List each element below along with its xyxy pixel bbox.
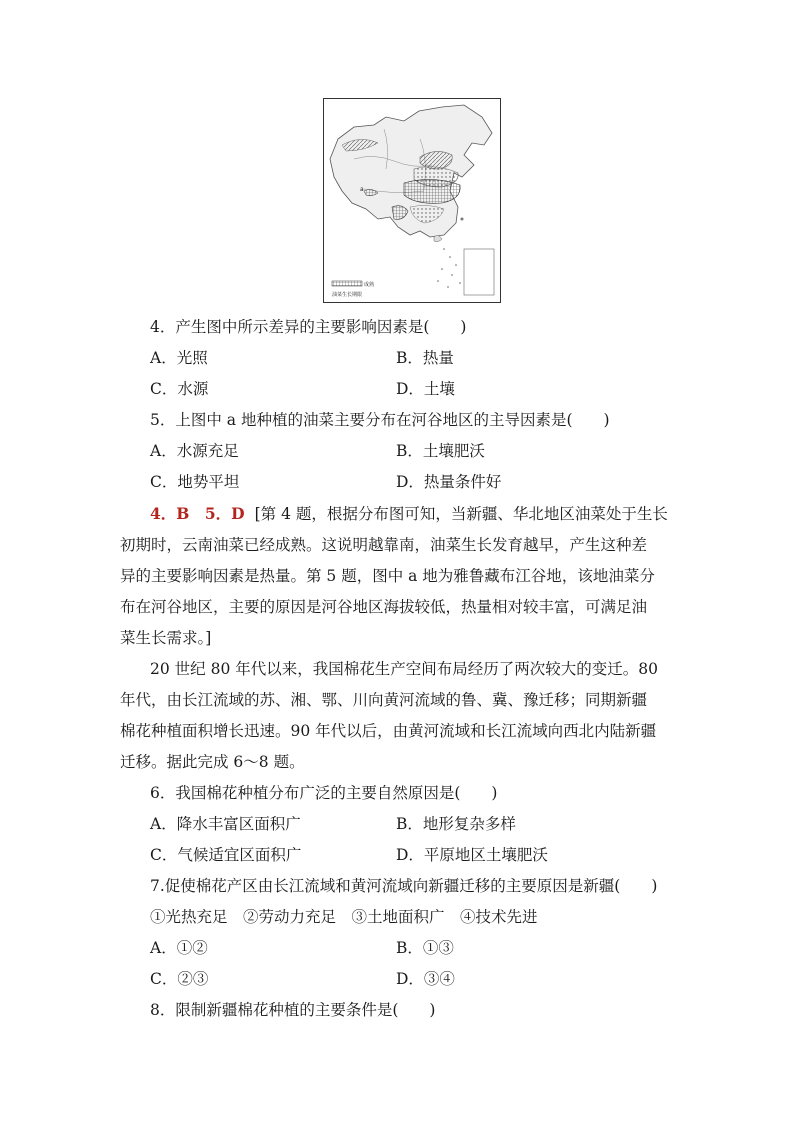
region-label-a: a xyxy=(360,186,364,193)
passage-line-4: 迁移。据此完成 6～8 题。 xyxy=(120,753,305,771)
china-map-graphic xyxy=(324,99,500,302)
q6-stem: 6．我国棉花种植分布广泛的主要自然原因是( ) xyxy=(150,784,498,802)
q7-option-d: D．③④ xyxy=(396,970,455,988)
answer-45-line-2: 初期时，云南油菜已经成熟。这说明越靠南，油菜生长发育越早，产生这种差 xyxy=(120,536,648,554)
answer-45-line-5: 菜生长需求。] xyxy=(120,629,212,647)
passage-line-2: 年代，由长江流域的苏、湘、鄂、川向黄河流域的鲁、冀、豫迁移；同期新疆 xyxy=(120,691,648,709)
q7-option-a: A．①② xyxy=(150,939,208,957)
legend-label-1: 成熟 xyxy=(364,282,375,288)
q6-option-b: B．地形复杂多样 xyxy=(396,815,516,833)
q6-option-d: D．平原地区土壤肥沃 xyxy=(396,846,548,864)
answer-45-line-4: 布在河谷地区，主要的原因是河谷地区海拔较低，热量相对较丰富，可满足油 xyxy=(120,598,648,616)
passage-line-1: 20 世纪 80 年代以来，我国棉花生产空间布局经历了两次较大的变迁。80 xyxy=(150,660,658,678)
q7-items: ①光热充足 ②劳动力充足 ③土地面积广 ④技术先进 xyxy=(150,908,538,926)
q4-option-b: B．热量 xyxy=(396,349,454,367)
q5-option-d: D．热量条件好 xyxy=(396,473,502,491)
q5-option-b: B．土壤肥沃 xyxy=(396,442,485,460)
answer-45-line-3: 异的主要影响因素是热量。第 5 题，图中 a 地为雅鲁藏布江谷地，该地油菜分 xyxy=(120,567,655,585)
rapeseed-distribution-map xyxy=(323,98,501,303)
q4-option-d: D．土壤 xyxy=(396,380,455,398)
q4-stem: 4．产生图中所示差异的主要影响因素是( ) xyxy=(150,318,467,336)
legend-label-2: 油菜生长期限 xyxy=(332,292,363,298)
country-outline xyxy=(330,105,492,237)
q4-option-c: C．水源 xyxy=(150,380,209,398)
answer-key: 4．B 5．D xyxy=(150,504,245,523)
q7-option-b: B．①③ xyxy=(396,939,454,957)
q5-option-a: A．水源充足 xyxy=(150,442,239,460)
q6-option-c: C．气候适宜区面积广 xyxy=(150,846,302,864)
q8-stem: 8．限制新疆棉花种植的主要条件是( ) xyxy=(150,1001,436,1019)
q7-option-c: C．②③ xyxy=(150,970,209,988)
q6-option-a: A．降水丰富区面积广 xyxy=(150,815,301,833)
q5-stem: 5．上图中 a 地种植的油菜主要分布在河谷地区的主导因素是( ) xyxy=(150,411,610,429)
answer-45-line-1 xyxy=(150,503,668,525)
answer-text-1: [第 4 题，根据分布图可知，当新疆、华北地区油菜处于生长 xyxy=(254,505,668,523)
q4-option-a: A．光照 xyxy=(150,349,208,367)
q7-stem: 7.促使棉花产区由长江流域和黄河流域向新疆迁移的主要原因是新疆( ) xyxy=(150,877,658,895)
passage-line-3: 棉花种植面积增长迅速。90 年代以后，由黄河流域和长江流域向西北内陆新疆 xyxy=(120,722,657,740)
legend-swatch xyxy=(332,281,362,286)
q5-option-c: C．地势平坦 xyxy=(150,473,240,491)
